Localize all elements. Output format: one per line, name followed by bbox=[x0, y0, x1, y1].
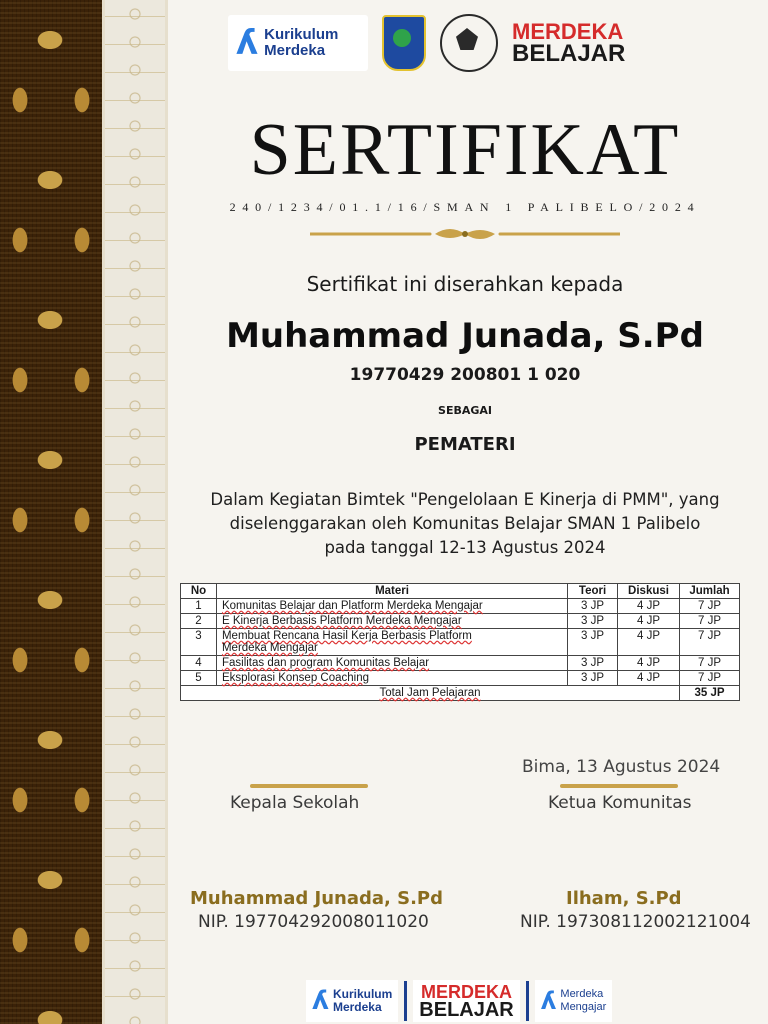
right-signature-bar bbox=[560, 784, 678, 788]
table-row: 5 Eksplorasi Konsep Coaching 3 JP 4 JP 7 JP bbox=[181, 671, 740, 686]
table-header-row: No Materi Teori Diskusi Jumlah bbox=[181, 584, 740, 599]
header-logos bbox=[228, 14, 625, 72]
footer-logos bbox=[306, 980, 612, 1022]
footer-kurikulum-logo: ʎ Kurikulum Merdeka bbox=[306, 980, 398, 1022]
gold-divider-ornament bbox=[310, 224, 620, 244]
right-signer-nip: NIP. 197308112002121004 bbox=[520, 912, 751, 932]
kurikulum-merdeka-icon: ʎ bbox=[236, 23, 259, 63]
table-total-row: Total Jam Pelajaran 35 JP bbox=[181, 686, 740, 701]
left-signer-name: Muhammad Junada, S.Pd bbox=[190, 888, 443, 909]
sebagai-label: SEBAGAI bbox=[438, 404, 492, 417]
right-signer-name: Ilham, S.Pd bbox=[566, 888, 682, 909]
merdeka-mengajar-icon: ʎ bbox=[540, 987, 557, 1015]
table-row: 3 Membuat Rencana Hasil Kerja Berbasis Platform Merdeka Mengajar 3 JP 4 JP 7 JP bbox=[181, 629, 740, 656]
kurikulum-word: Kurikulum bbox=[264, 26, 339, 43]
school-emblem-icon bbox=[440, 14, 498, 72]
merdeka-belajar-logo bbox=[512, 21, 625, 65]
table-row: 2 E Kinerja Berbasis Platform Merdeka Mengajar 3 JP 4 JP 7 JP bbox=[181, 614, 740, 629]
certificate-title: SERTIFIKAT bbox=[249, 109, 681, 191]
place-date: Bima, 13 Agustus 2024 bbox=[522, 757, 721, 777]
table-row: 1 Komunitas Belajar dan Platform Merdeka Mengajar 3 JP 4 JP 7 JP bbox=[181, 599, 740, 614]
merdeka-text: MERDEKA bbox=[512, 19, 624, 44]
songket-pattern-border bbox=[0, 0, 102, 1024]
kurikulum-merdeka-icon: ʎ bbox=[312, 986, 329, 1016]
footer-separator bbox=[404, 981, 407, 1021]
footer-merdeka-mengajar-logo: ʎ Merdeka Mengajar bbox=[535, 980, 613, 1022]
provincial-emblem-icon bbox=[382, 15, 426, 71]
ornament-band bbox=[102, 0, 168, 1024]
table-row: 4 Fasilitas dan program Komunitas Belajar 3 JP 4 JP 7 JP bbox=[181, 656, 740, 671]
recipient-name: Muhammad Junada, S.Pd bbox=[226, 316, 704, 356]
left-signer-nip: NIP. 197704292008011020 bbox=[198, 912, 429, 932]
merdeka-word: Merdeka bbox=[264, 42, 326, 59]
certificate-number: 240/1234/01.1/16/SMAN 1 PALIBELO/2024 bbox=[229, 200, 701, 214]
right-signer-role: Ketua Komunitas bbox=[548, 793, 692, 813]
footer-merdeka-belajar-logo: MERDEKA BELAJAR bbox=[413, 980, 519, 1022]
left-signature-bar bbox=[250, 784, 368, 788]
belajar-text: BELAJAR bbox=[512, 40, 626, 67]
footer-separator bbox=[526, 981, 529, 1021]
recipient-nip: 19770429 200801 1 020 bbox=[349, 365, 581, 385]
recipient-role: PEMATERI bbox=[414, 434, 516, 455]
event-description: Dalam Kegiatan Bimtek "Pengelolaan E Kinerja di PMM", yang diselenggarakan oleh Komunitas Belajar SMAN 1 Palibelo pada tanggal 12-13 Agustus 2024 bbox=[210, 490, 720, 557]
kurikulum-merdeka-logo bbox=[228, 15, 368, 71]
left-signer-role: Kepala Sekolah bbox=[230, 793, 360, 813]
intro-text: Sertifikat ini diserahkan kepada bbox=[306, 272, 624, 296]
materials-table bbox=[180, 583, 740, 701]
certificate-body bbox=[162, 0, 768, 1024]
